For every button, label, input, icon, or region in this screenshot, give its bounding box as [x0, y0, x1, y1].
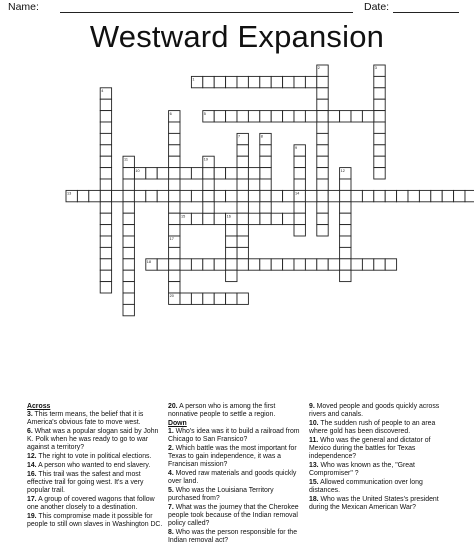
grid-cell[interactable] — [191, 168, 202, 179]
grid-cell[interactable] — [271, 190, 282, 201]
grid-cell[interactable] — [351, 111, 362, 122]
grid-number: 7 — [238, 134, 241, 139]
grid-cell[interactable] — [317, 111, 328, 122]
grid-cell[interactable] — [260, 213, 271, 224]
grid-cell[interactable] — [260, 145, 271, 156]
page-title: Westward Expansion — [89, 19, 385, 54]
grid-cell[interactable] — [362, 111, 373, 122]
grid-cell[interactable] — [214, 190, 225, 201]
grid-cell[interactable] — [294, 111, 305, 122]
grid-cell[interactable] — [283, 76, 294, 87]
grid-cell[interactable] — [169, 213, 180, 224]
grid-cell[interactable] — [214, 293, 225, 304]
grid-cell[interactable] — [203, 168, 214, 179]
grid-cell[interactable] — [226, 168, 237, 179]
grid-cell[interactable] — [442, 190, 453, 201]
clue-across-20: 20. A person who is among the first nonnative people to settle a region. — [168, 403, 276, 418]
grid-cell[interactable] — [340, 213, 351, 224]
grid-number: 16 — [226, 214, 231, 219]
name-label: Name: — [8, 1, 39, 13]
grid-cell[interactable] — [294, 76, 305, 87]
grid-cell[interactable] — [305, 190, 316, 201]
grid-cell[interactable] — [100, 122, 111, 133]
across-clues-column — [27, 403, 164, 530]
grid-cell[interactable] — [214, 213, 225, 224]
grid-cell[interactable] — [134, 190, 145, 201]
grid-cell[interactable] — [191, 213, 202, 224]
grid-number: 2 — [317, 66, 320, 71]
grid-cell[interactable] — [305, 259, 316, 270]
grid-cell[interactable] — [317, 122, 328, 133]
clue-down-5: 8. Who was the person responsible for the Indian removal act? — [168, 529, 298, 544]
grid-cell[interactable] — [317, 168, 328, 179]
grid-cell[interactable] — [169, 133, 180, 144]
grid-cell[interactable] — [100, 282, 111, 293]
grid-cell[interactable] — [237, 111, 248, 122]
grid-cell[interactable] — [146, 190, 157, 201]
clue-across-4: 16. This trail was the safest and most effective trail for going west. It's a very popular trail. — [27, 471, 144, 494]
grid-cell[interactable] — [374, 156, 385, 167]
grid-cell[interactable] — [123, 202, 134, 213]
grid-cell[interactable] — [157, 168, 168, 179]
grid-number: 11 — [124, 157, 128, 162]
grid-number: 15 — [181, 214, 186, 219]
grid-cell[interactable] — [100, 236, 111, 247]
grid-cell[interactable] — [169, 156, 180, 167]
grid-cell[interactable] — [100, 213, 111, 224]
grid-cell[interactable] — [123, 293, 134, 304]
grid-cell[interactable] — [362, 190, 373, 201]
grid-number: 3 — [374, 66, 377, 71]
date-label: Date: — [364, 1, 390, 13]
grid-cell[interactable] — [340, 202, 351, 213]
grid-cell[interactable] — [123, 247, 134, 258]
grid-cell[interactable] — [294, 179, 305, 190]
grid-cell[interactable] — [237, 236, 248, 247]
grid-cell[interactable] — [226, 225, 237, 236]
grid-cell[interactable] — [180, 293, 191, 304]
grid-cell[interactable] — [169, 259, 180, 270]
grid-cell[interactable] — [260, 76, 271, 87]
grid-cell[interactable] — [100, 111, 111, 122]
grid-cell[interactable] — [317, 259, 328, 270]
grid-cell[interactable] — [237, 76, 248, 87]
grid-cell[interactable] — [169, 225, 180, 236]
grid-cell[interactable] — [305, 76, 316, 87]
grid-cell[interactable] — [340, 259, 351, 270]
grid-number: 10 — [135, 168, 140, 173]
grid-cell[interactable] — [374, 88, 385, 99]
grid-cell[interactable] — [408, 190, 419, 201]
grid-cell[interactable] — [157, 190, 168, 201]
grid-cell[interactable] — [374, 168, 385, 179]
grid-cell[interactable] — [226, 259, 237, 270]
grid-cell[interactable] — [123, 168, 134, 179]
grid-cell[interactable] — [305, 111, 316, 122]
grid-cell[interactable] — [271, 259, 282, 270]
grid-cell[interactable] — [317, 190, 328, 201]
grid-cell[interactable] — [226, 111, 237, 122]
grid-number: 4 — [101, 89, 104, 93]
grid-cell[interactable] — [374, 99, 385, 110]
grid-cell[interactable] — [100, 202, 111, 213]
grid-cell[interactable] — [214, 259, 225, 270]
grid-cell[interactable] — [340, 270, 351, 281]
grid-cell[interactable] — [169, 270, 180, 281]
grid-cell[interactable] — [351, 190, 362, 201]
clue-down-4: 7. What was the journey that the Cherokee people took because of the Indian removal policy called? — [168, 504, 299, 527]
grid-cell[interactable] — [100, 190, 111, 201]
grid-cell[interactable] — [100, 156, 111, 167]
grid-cell[interactable] — [169, 145, 180, 156]
grid-cell[interactable] — [248, 213, 259, 224]
grid-cell[interactable] — [260, 202, 271, 213]
grid-cell[interactable] — [294, 213, 305, 224]
grid-cell[interactable] — [191, 190, 202, 201]
clue-across-5: 17. A group of covered wagons that follow one another closely to a destination. — [27, 496, 155, 512]
grid-cell[interactable] — [123, 304, 134, 315]
grid-cell[interactable] — [157, 259, 168, 270]
grid-cell[interactable] — [169, 122, 180, 133]
grid-cell[interactable] — [328, 190, 339, 201]
grid-cell[interactable] — [203, 259, 214, 270]
grid-cell[interactable] — [294, 225, 305, 236]
grid-number: 19 — [203, 157, 209, 162]
grid-cell[interactable] — [283, 259, 294, 270]
grid-cell[interactable] — [419, 190, 430, 201]
grid-cell[interactable] — [123, 259, 134, 270]
grid-number: 17 — [169, 237, 174, 242]
grid-cell[interactable] — [317, 225, 328, 236]
grid-cell[interactable] — [374, 122, 385, 133]
clue-down-3: 5. Who was the Louisiana Territory purchased from? — [168, 487, 274, 502]
clue-across-3: 14. A person who wanted to end slavery. — [27, 462, 151, 470]
grid-cell[interactable] — [374, 190, 385, 201]
grid-number: 12 — [340, 168, 345, 173]
grid-cell[interactable] — [203, 76, 214, 87]
grid-cell[interactable] — [294, 168, 305, 179]
grid-number: 5 — [203, 111, 206, 116]
grid-cell[interactable] — [123, 270, 134, 281]
clue-across-6: 19. This compromise made it possible for people to still own slaves in Washington DC. — [27, 513, 163, 529]
grid-cell[interactable] — [340, 190, 351, 201]
down-heading: Down — [168, 420, 187, 428]
grid-cell[interactable] — [271, 76, 282, 87]
grid-number: 20 — [169, 294, 174, 299]
grid-cell[interactable] — [248, 259, 259, 270]
grid-cell[interactable] — [431, 190, 442, 201]
grid-cell[interactable] — [385, 259, 396, 270]
grid-cell[interactable] — [260, 179, 271, 190]
grid-cell[interactable] — [317, 133, 328, 144]
grid-cell[interactable] — [237, 168, 248, 179]
grid-cell[interactable] — [77, 190, 88, 201]
grid-cell[interactable] — [260, 111, 271, 122]
grid-cell[interactable] — [340, 111, 351, 122]
grid-cell[interactable] — [203, 190, 214, 201]
grid-cell[interactable] — [317, 145, 328, 156]
grid-cell[interactable] — [237, 213, 248, 224]
grid-number: 9 — [295, 146, 298, 150]
grid-number: 18 — [146, 260, 152, 264]
grid-number: 13 — [67, 191, 72, 196]
grid-cell[interactable] — [317, 213, 328, 224]
grid-cell[interactable] — [328, 259, 339, 270]
grid-cell[interactable] — [214, 76, 225, 87]
grid-cell[interactable] — [123, 282, 134, 293]
grid-cell[interactable] — [248, 111, 259, 122]
grid-cell[interactable] — [465, 190, 474, 201]
grid-cell[interactable] — [374, 76, 385, 87]
grid-cell[interactable] — [317, 156, 328, 167]
grid-number: 1 — [192, 77, 195, 82]
grid-cell[interactable] — [294, 259, 305, 270]
grid-cell[interactable] — [374, 111, 385, 122]
grid-cell[interactable] — [283, 111, 294, 122]
across-heading: Across — [27, 403, 51, 410]
grid-cell[interactable] — [271, 111, 282, 122]
clue-down-10: 15. Allowed communication over long distances. — [309, 479, 423, 494]
grid-cell[interactable] — [169, 168, 180, 179]
grid-cell[interactable] — [237, 202, 248, 213]
grid-cell[interactable] — [89, 190, 100, 201]
grid-cell[interactable] — [260, 190, 271, 201]
grid-cell[interactable] — [260, 156, 271, 167]
grid-cell[interactable] — [191, 293, 202, 304]
clue-across-1: 6. What was a popular slogan said by John K. Polk when he was ready to go to war against a territory? — [27, 427, 159, 451]
grid-cell[interactable] — [260, 259, 271, 270]
grid-cell[interactable] — [374, 145, 385, 156]
grid-cell[interactable] — [283, 190, 294, 201]
down-clues-column — [168, 403, 304, 546]
grid-cell[interactable] — [100, 145, 111, 156]
grid-cell[interactable] — [271, 213, 282, 224]
grid-cell[interactable] — [146, 168, 157, 179]
grid-cell[interactable] — [169, 179, 180, 190]
clue-across-0: 3. This term means, the belief that it is America's obvious fate to move west. — [27, 410, 144, 426]
grid-number: 14 — [295, 191, 300, 196]
clue-down-11: 18. Who was the United States's president during the Mexican American War? — [309, 496, 439, 512]
grid-cell[interactable] — [123, 213, 134, 224]
clue-down-6: 9. Moved people and goods quickly across rivers and canals. — [309, 403, 440, 418]
grid-cell[interactable] — [100, 179, 111, 190]
grid-cell[interactable] — [100, 247, 111, 258]
grid-cell[interactable] — [294, 202, 305, 213]
grid-number: 6 — [169, 111, 172, 116]
grid-cell[interactable] — [385, 190, 396, 201]
grid-cell[interactable] — [226, 236, 237, 247]
grid-cell[interactable] — [317, 76, 328, 87]
grid-cell[interactable] — [100, 259, 111, 270]
grid-cell[interactable] — [454, 190, 465, 201]
clue-down-9: 13. Who was known as the, "Great Compromiser" ? — [309, 462, 415, 477]
grid-cell[interactable] — [237, 156, 248, 167]
grid-cell[interactable] — [237, 259, 248, 270]
grid-cell[interactable] — [340, 247, 351, 258]
grid-cell[interactable] — [237, 179, 248, 190]
grid-cell[interactable] — [260, 168, 271, 179]
grid-cell[interactable] — [214, 111, 225, 122]
grid-cell[interactable] — [123, 236, 134, 247]
grid-cell[interactable] — [340, 236, 351, 247]
grid-cell[interactable] — [100, 225, 111, 236]
grid-cell[interactable] — [226, 76, 237, 87]
grid-cell[interactable] — [180, 168, 191, 179]
grid-cell[interactable] — [237, 293, 248, 304]
grid-cell[interactable] — [374, 133, 385, 144]
clue-down-8: 11. Who was the general and dictator of Mexico during the battles for Texas independence? — [309, 437, 431, 460]
grid-cell[interactable] — [169, 202, 180, 213]
grid-cell[interactable] — [317, 99, 328, 110]
grid-cell[interactable] — [214, 168, 225, 179]
clue-down-1: 2. Which battle was the most important for Texas to gain independence, it was a Francisan mission? — [168, 445, 297, 468]
grid-cell[interactable] — [248, 190, 259, 201]
grid-cell[interactable] — [123, 225, 134, 236]
grid-cell[interactable] — [226, 190, 237, 201]
grid-cell[interactable] — [248, 76, 259, 87]
grid-cell[interactable] — [237, 190, 248, 201]
grid-cell[interactable] — [226, 247, 237, 258]
grid-cell[interactable] — [203, 179, 214, 190]
grid-cell[interactable] — [123, 190, 134, 201]
grid-cell[interactable] — [317, 88, 328, 99]
grid-cell[interactable] — [100, 168, 111, 179]
grid-cell[interactable] — [397, 190, 408, 201]
grid-cell[interactable] — [100, 99, 111, 110]
clue-down-2: 4. Moved raw materials and goods quickly over land. — [168, 469, 297, 485]
grid-cell[interactable] — [169, 190, 180, 201]
clue-down-7: 10. The sudden rush of people to an area where gold has been discovered. — [309, 420, 436, 435]
grid-cell[interactable] — [237, 247, 248, 258]
grid-cell[interactable] — [123, 179, 134, 190]
grid-cell[interactable] — [351, 259, 362, 270]
grid-cell[interactable] — [328, 111, 339, 122]
grid-cell[interactable] — [362, 259, 373, 270]
grid-number: 8 — [260, 134, 263, 139]
grid-cell[interactable] — [226, 270, 237, 281]
grid-cell[interactable] — [283, 213, 294, 224]
grid-cell[interactable] — [203, 293, 214, 304]
grid-cell[interactable] — [169, 282, 180, 293]
grid-cell[interactable] — [112, 190, 123, 201]
grid-cell[interactable] — [180, 190, 191, 201]
grid-cell[interactable] — [203, 202, 214, 213]
grid-cell[interactable] — [237, 225, 248, 236]
grid-cell[interactable] — [169, 247, 180, 258]
grid-cell[interactable] — [191, 259, 202, 270]
grid-cell[interactable] — [100, 133, 111, 144]
grid-cell[interactable] — [100, 270, 111, 281]
grid-cell[interactable] — [340, 179, 351, 190]
down-clues-column-2 — [309, 403, 451, 513]
grid-cell[interactable] — [226, 293, 237, 304]
clue-across-2: 12. The right to vote in political elections. — [27, 452, 152, 460]
grid-cell[interactable] — [374, 259, 385, 270]
grid-cell[interactable] — [237, 145, 248, 156]
grid-cell[interactable] — [180, 259, 191, 270]
grid-cell[interactable] — [317, 179, 328, 190]
clue-down-0: 1. Who's idea was it to build a railroad from Chicago to San Fransico? — [168, 427, 300, 443]
grid-cell[interactable] — [294, 156, 305, 167]
grid-cell[interactable] — [203, 213, 214, 224]
grid-cell[interactable] — [317, 202, 328, 213]
grid-cell[interactable] — [248, 168, 259, 179]
grid-cell[interactable] — [340, 225, 351, 236]
